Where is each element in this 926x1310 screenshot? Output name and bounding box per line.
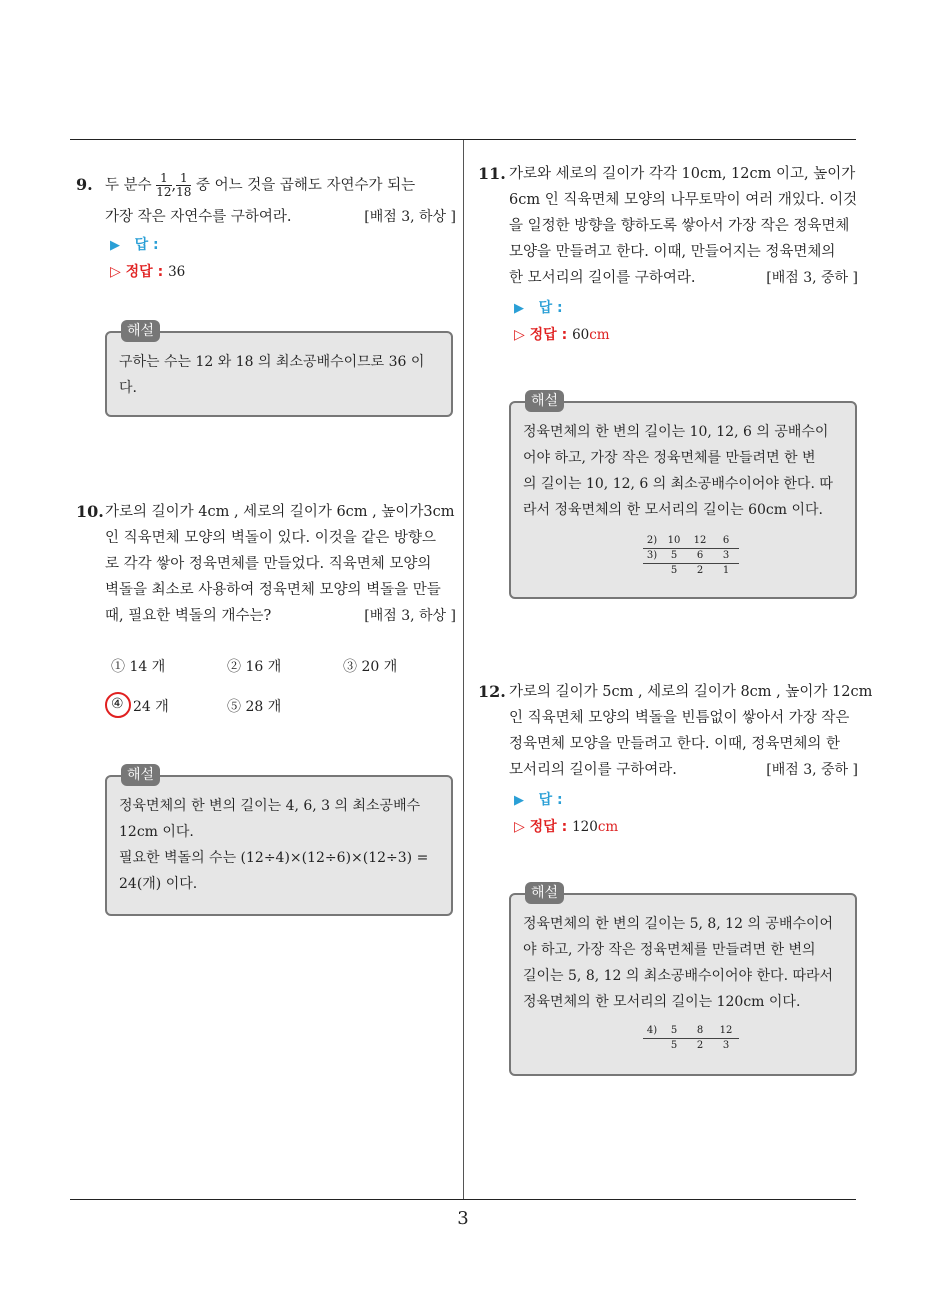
outline-triangle-icon: ▷ xyxy=(514,819,525,835)
question-number: 11. xyxy=(478,164,506,183)
explanation-line: 다. xyxy=(119,380,137,396)
question-text: 을 일정한 방향을 향하도록 쌓아서 가장 작은 정육면체 xyxy=(509,218,850,234)
choice-5[interactable]: ⑤ 28 개 xyxy=(227,699,282,715)
play-triangle-icon: ▶ xyxy=(110,238,120,253)
outline-triangle-icon: ▷ xyxy=(514,327,525,343)
question-text: 정육면체 모양을 만들려고 한다. 이때, 정육면체의 한 xyxy=(509,736,841,752)
explanation-line: 길이는 5, 8, 12 의 최소공배수이어야 한다. 따라서 xyxy=(523,968,834,984)
question-text: 6cm 인 직육면체 모양의 나무토막이 여러 개있다. 이것 xyxy=(509,192,858,208)
answer-line: ▶ 답 : xyxy=(514,792,563,808)
explanation-line: 24(개) 이다. xyxy=(119,876,198,892)
question-9: 9. 두 분수 $\frac{1}{12}$ , $\frac{1}{18}$ 중 어느 것을 곱해도 자연수가 되는 가장 작은 자연수를 구하여라. [배점 3, 하상 ] ▶ 답 : ▷ 정답 : 36 xyxy=(76,168,456,285)
division-ladder: 4) 5 8 12 5 2 3 xyxy=(643,1024,739,1053)
question-text: 때, 필요한 벽돌의 개수는? xyxy=(105,608,272,624)
page-number: 3 xyxy=(457,1208,469,1229)
question-text: 가로의 길이가 4cm , 세로의 길이가 6cm , 높이가3cm xyxy=(105,504,455,520)
choice-1[interactable]: ① 14 개 xyxy=(111,659,166,675)
question-text: 벽돌을 최소로 사용하여 정육면체 모양의 벽돌을 만들 xyxy=(105,582,441,598)
question-text: 한 모서리의 길이를 구하여라. xyxy=(509,270,696,286)
explanation-box xyxy=(509,885,857,1076)
question-text: 가장 작은 자연수를 구하여라. xyxy=(105,209,292,225)
fraction: $\frac{1}{18}$ xyxy=(176,171,192,199)
question-text: 인 직육면체 모양의 벽돌을 빈틈없이 쌓아서 가장 작은 xyxy=(509,710,850,726)
explanation-tag: 해설 xyxy=(525,390,564,412)
explanation-box xyxy=(509,393,857,599)
choice-2[interactable]: ② 16 개 xyxy=(227,659,282,675)
explanation-tag: 해설 xyxy=(525,882,564,904)
score-meta: [배점 3, 중하 ] xyxy=(766,762,858,778)
explanation-line: 어야 하고, 가장 작은 정육면체를 만들려면 한 변 xyxy=(523,450,816,466)
question-text: 두 분수 xyxy=(105,177,152,194)
outline-triangle-icon: ▷ xyxy=(110,264,121,280)
question-text: 모서리의 길이를 구하여라. xyxy=(509,762,677,778)
answer-line: ▶ 답 : xyxy=(110,237,159,253)
question-text: 로 각각 쌓아 정육면체를 만들었다. 직육면체 모양의 xyxy=(105,556,432,572)
explanation-line: 야 하고, 가장 작은 정육면체를 만들려면 한 변의 xyxy=(523,942,816,958)
explanation-line: 의 길이는 10, 12, 6 의 최소공배수이어야 한다. 따 xyxy=(523,476,833,492)
explanation-box xyxy=(105,323,453,417)
question-number: 9. xyxy=(76,175,93,194)
bottom-rule xyxy=(70,1199,856,1200)
correct-answer: ▷ 정답 : 60cm xyxy=(514,327,610,343)
question-text: 중 어느 것을 곱해도 자연수가 되는 xyxy=(196,177,416,194)
question-text: 가로의 길이가 5cm , 세로의 길이가 8cm , 높이가 12cm xyxy=(509,684,873,700)
choice-4[interactable]: 24 개 xyxy=(133,699,169,715)
explanation-line: 구하는 수는 12 와 18 의 최소공배수이므로 36 이 xyxy=(119,354,425,370)
question-11 xyxy=(478,161,858,348)
column-divider xyxy=(463,140,464,1200)
division-ladder: 2) 10 12 6 3) 5 6 3 5 2 1 xyxy=(643,534,739,578)
explanation-line: 12cm 이다. xyxy=(119,824,194,840)
question-10 xyxy=(76,499,456,629)
explanation-line: 정육면체의 한 변의 길이는 5, 8, 12 의 공배수이어 xyxy=(523,916,834,932)
explanation-line: 라서 정육면체의 한 모서리의 길이는 60cm 이다. xyxy=(523,502,823,518)
choice-3[interactable]: ③ 20 개 xyxy=(343,659,398,675)
correct-answer: ▷ 정답 : 36 xyxy=(110,264,186,280)
question-12 xyxy=(478,679,873,840)
question-text: 가로와 세로의 길이가 각각 10cm, 12cm 이고, 높이가 xyxy=(509,166,856,182)
question-number: 10. xyxy=(76,502,104,521)
question-text: 인 직육면체 모양의 벽돌이 있다. 이것을 같은 방향으 xyxy=(105,530,437,546)
explanation-tag: 해설 xyxy=(121,320,160,342)
score-meta: [배점 3, 하상 ] xyxy=(364,608,456,624)
fraction: $\frac{1}{12}$ xyxy=(156,171,172,199)
explanation-tag: 해설 xyxy=(121,764,160,786)
explanation-line: 정육면체의 한 모서리의 길이는 120cm 이다. xyxy=(523,994,801,1010)
explanation-box xyxy=(105,767,453,916)
choice-4-marker[interactable]: ④ xyxy=(111,696,124,712)
score-meta: [배점 3, 하상 ] xyxy=(364,209,456,225)
explanation-line: 필요한 벽돌의 수는 (12÷4)×(12÷6)×(12÷3) = xyxy=(119,850,429,866)
score-meta: [배점 3, 중하 ] xyxy=(766,270,858,286)
play-triangle-icon: ▶ xyxy=(514,793,524,808)
answer-line: ▶ 답 : xyxy=(514,300,563,316)
explanation-line: 정육면체의 한 변의 길이는 10, 12, 6 의 공배수이 xyxy=(523,424,829,440)
explanation-line: 정육면체의 한 변의 길이는 4, 6, 3 의 최소공배수 xyxy=(119,798,421,814)
correct-answer: ▷ 정답 : 120cm xyxy=(514,819,619,835)
question-number: 12. xyxy=(478,682,506,701)
play-triangle-icon: ▶ xyxy=(514,301,524,316)
question-text: 모양을 만들려고 한다. 이때, 만들어지는 정육면체의 xyxy=(509,244,836,260)
